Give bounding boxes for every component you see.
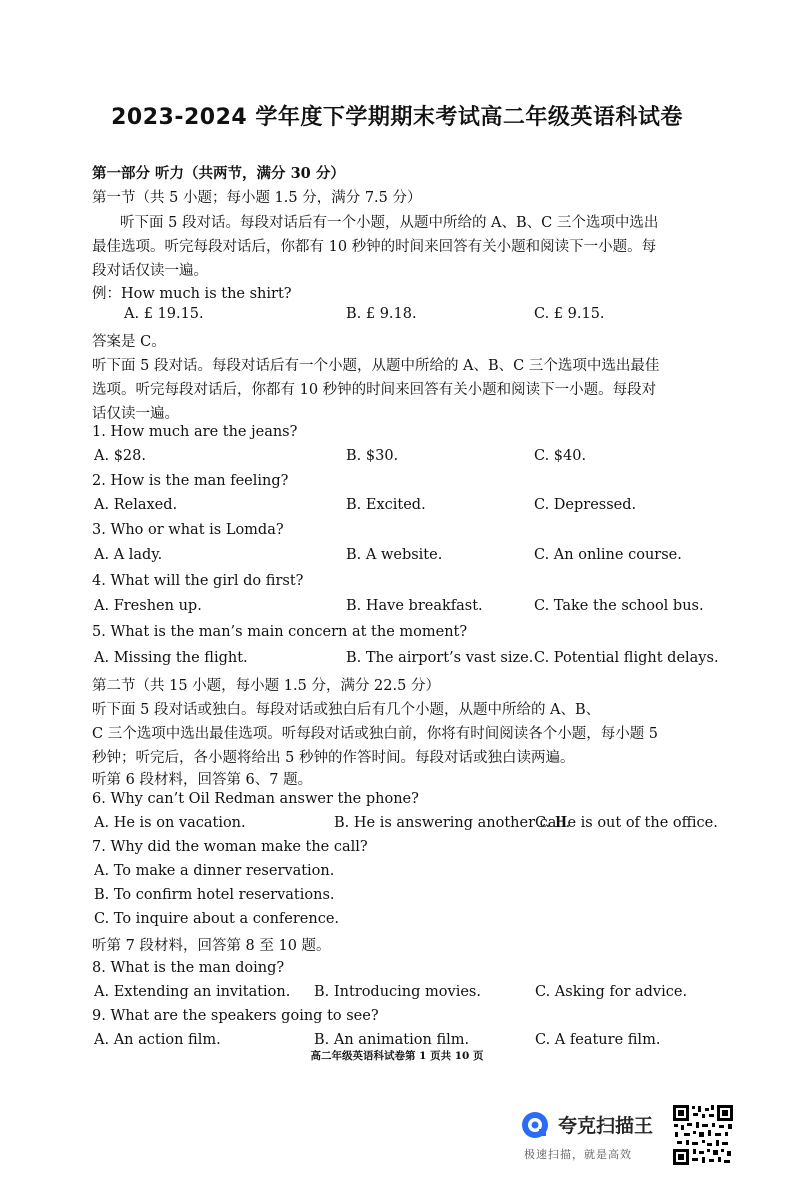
example-option-a: A. £ 19.15. — [124, 306, 204, 322]
question-9: 9. What are the speakers going to see? — [92, 1008, 379, 1024]
scanner-watermark — [520, 1108, 670, 1168]
q8-option-b: B. Introducing movies. — [314, 984, 481, 1000]
q7-option-b: B. To confirm hotel reservations. — [94, 887, 335, 903]
q1-option-c: C. $40. — [534, 448, 587, 464]
watermark-slogan: 极速扫描，就是高效 — [524, 1148, 632, 1161]
q6-option-c: C. He is out of the office. — [535, 815, 718, 831]
q2-option-b: B. Excited. — [346, 497, 426, 513]
q3-option-b: B. A website. — [346, 547, 443, 563]
example-answer: 答案是 C。 — [92, 334, 166, 350]
q4-option-c: C. Take the school bus. — [534, 598, 704, 614]
q9-option-a: A. An action film. — [94, 1032, 221, 1048]
q8-option-a: A. Extending an invitation. — [94, 984, 291, 1000]
page-footer: 高二年级英语科试卷第 1 页共 10 页 — [310, 1050, 484, 1062]
q8-option-c: C. Asking for advice. — [535, 984, 688, 1000]
q5-option-c: C. Potential flight delays. — [534, 650, 719, 666]
qr-code-icon — [672, 1104, 734, 1166]
question-3: 3. Who or what is Lomda? — [92, 522, 284, 538]
q2-option-c: C. Depressed. — [534, 497, 637, 513]
instruction-line: 话仅读一遍。 — [92, 406, 179, 422]
question-6: 6. Why can’t Oil Redman answer the phone? — [92, 791, 419, 807]
example-option-c: C. £ 9.15. — [534, 306, 605, 322]
q7-option-c: C. To inquire about a conference. — [94, 911, 340, 927]
q4-option-b: B. Have breakfast. — [346, 598, 483, 614]
instruction-line: 听下面 5 段对话。每段对话后有一个小题，从题中所给的 A、B、C 三个选项中选出最佳 — [92, 358, 660, 374]
instruction-line: 听下面 5 段对话。每段对话后有一个小题，从题中所给的 A、B、C 三个选项中选出 — [120, 215, 659, 231]
q4-option-a: A. Freshen up. — [94, 598, 202, 614]
instruction-line: 选项。听完每段对话后，你都有 10 秒钟的时间来回答有关小题和阅读下一小题。每段对 — [92, 382, 657, 398]
watermark-brand-name: 夸克扫描王 — [558, 1115, 654, 1137]
q5-option-a: A. Missing the flight. — [94, 650, 248, 666]
q3-option-c: C. An online course. — [534, 547, 682, 563]
material-6-heading: 听第 6 段材料，回答第 6、7 题。 — [92, 772, 313, 788]
q9-option-c: C. A feature film. — [535, 1032, 661, 1048]
question-2: 2. How is the man feeling? — [92, 473, 289, 489]
section1-heading: 第一节（共 5 小题；每小题 1.5 分，满分 7.5 分） — [92, 190, 422, 206]
question-1: 1. How much are the jeans? — [92, 424, 298, 440]
part1-heading: 第一部分 听力（共两节，满分 30 分） — [92, 165, 345, 182]
quark-logo-icon — [520, 1110, 550, 1140]
section2-heading: 第二节（共 15 小题，每小题 1.5 分，满分 22.5 分） — [92, 678, 440, 694]
q7-option-a: A. To make a dinner reservation. — [94, 863, 335, 879]
question-5: 5. What is the man’s main concern at the moment? — [92, 624, 468, 640]
instruction-line: 听下面 5 段对话或独白。每段对话或独白后有几个小题，从题中所给的 A、B、 — [92, 702, 601, 718]
q1-option-b: B. $30. — [346, 448, 399, 464]
q5-option-b: B. The airport’s vast size. — [346, 650, 534, 666]
q3-option-a: A. A lady. — [94, 547, 163, 563]
instruction-line: 秒钟；听完后，各小题将给出 5 秒钟的作答时间。每段对话或独白读两遍。 — [92, 750, 575, 766]
q2-option-a: A. Relaxed. — [94, 497, 178, 513]
instruction-line: 最佳选项。听完每段对话后，你都有 10 秒钟的时间来回答有关小题和阅读下一小题。每 — [92, 239, 657, 255]
question-4: 4. What will the girl do first? — [92, 573, 304, 589]
question-7: 7. Why did the woman make the call? — [92, 839, 368, 855]
q9-option-b: B. An animation film. — [314, 1032, 470, 1048]
example-question: 例：How much is the shirt? — [92, 286, 292, 302]
q6-option-a: A. He is on vacation. — [94, 815, 246, 831]
question-8: 8. What is the man doing? — [92, 960, 285, 976]
example-option-b: B. £ 9.18. — [346, 306, 417, 322]
instruction-line: C 三个选项中选出最佳选项。听每段对话或独白前，你将有时间阅读各个小题，每小题 5 — [92, 726, 659, 742]
q1-option-a: A. $28. — [94, 448, 146, 464]
material-7-heading: 听第 7 段材料，回答第 8 至 10 题。 — [92, 938, 331, 954]
q6-option-b: B. He is answering another call. — [334, 815, 571, 831]
page-title: 2023-2024 学年度下学期期末考试高二年级英语科试卷 — [111, 105, 683, 130]
instruction-line: 段对话仅读一遍。 — [92, 263, 208, 279]
